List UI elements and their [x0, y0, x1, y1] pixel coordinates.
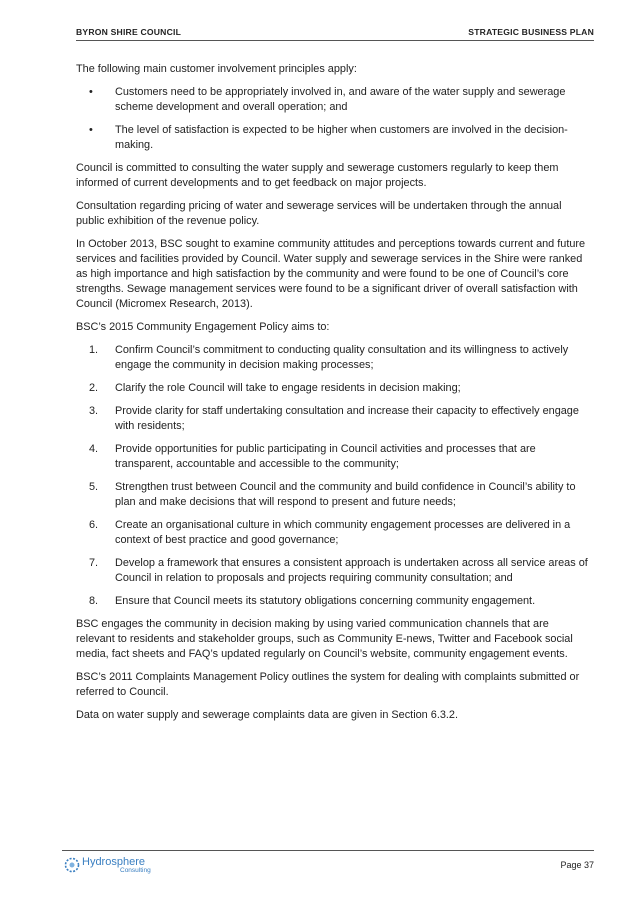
page-number: Page 37 [560, 860, 594, 870]
numbered-list [76, 343, 590, 609]
numbered-item: 1. Confirm Council’s commitment to conducting quality consultation and its willingness to actively engage the community in decision making processes; [89, 344, 569, 371]
logo-globe-icon [64, 857, 80, 873]
paragraph: BSC’s 2015 Community Engagement Policy aims to: [76, 321, 330, 333]
numbered-text: Provide opportunities for public participating in Council activities and processes that are transparent, accountable and accessible to the community; [115, 443, 536, 470]
numbered-item: 8. Ensure that Council meets its statutory obligations concerning community engagement. [89, 595, 536, 607]
paragraph: Consultation regarding pricing of water and sewerage services will be undertaken through the annual public exhibition of the revenue policy. [76, 200, 562, 227]
page-body [76, 62, 590, 731]
numbered-item: 4. Provide opportunities for public participating in Council activities and processes that are transparent, accountable and accessible to the community; [89, 443, 536, 470]
numbered-item: 2. Clarify the role Council will take to engage residents in decision making; [89, 382, 461, 394]
numbered-text: Strengthen trust between Council and the community and build confidence in Council’s ability to plan and make decisions that will respond to present and future needs; [115, 481, 576, 508]
numbered-text: Confirm Council’s commitment to conducting quality consultation and its willingness to actively engage the community in decision making processes; [115, 344, 569, 371]
bullet-list [76, 85, 590, 153]
paragraph: Data on water supply and sewerage complaints data are given in Section 6.3.2. [76, 709, 459, 721]
numbered-item: 3. Provide clarity for staff undertaking consultation and increase their capacity to effectively engage with residents; [89, 405, 579, 432]
bullet-icon: • [89, 86, 93, 98]
numbered-item: 5. Strengthen trust between Council and the community and build confidence in Council’s ability to plan and make decisions that will respond to present and future needs; [89, 481, 576, 508]
bullet-item [76, 85, 590, 115]
bullet-text: The level of satisfaction is expected to be higher when customers are involved in the decision-making. [115, 124, 568, 151]
numbered-item: 7. Develop a framework that ensures a consistent approach is undertaken across all service areas of Council in relation to proposals and projects requiring community consultation; and [89, 557, 588, 584]
header-organisation: BYRON SHIRE COUNCIL [76, 27, 182, 37]
paragraph: The following main customer involvement principles apply: [76, 63, 357, 75]
bullet-item [76, 123, 590, 153]
numbered-text: Provide clarity for staff undertaking consultation and increase their capacity to effectively engage with residents; [115, 405, 579, 432]
numbered-item: 6. Create an organisational culture in which community engagement processes are delivered in a context of best practice and good governance; [89, 519, 571, 546]
paragraph: BSC’s 2011 Complaints Management Policy outlines the system for dealing with complaints submitted or referred to Council. [76, 671, 580, 698]
numbered-text: Clarify the role Council will take to engage residents in decision making; [115, 382, 461, 394]
paragraph: Council is committed to consulting the water supply and sewerage customers regularly to keep them informed of current developments and to get feedback on major projects. [76, 162, 559, 189]
footer-divider [62, 850, 594, 851]
bullet-text: Customers need to be appropriately involved in, and aware of the water supply and sewerage scheme development and overall operation; and [115, 86, 566, 113]
logo-subtitle: Consulting [120, 867, 151, 874]
header-divider [76, 40, 594, 41]
page-header [76, 27, 594, 41]
numbered-text: Create an organisational culture in which community engagement processes are delivered in a context of best practice and good governance; [115, 519, 571, 546]
logo-wordmark: Hydrosphere [82, 856, 145, 868]
header-document-title: STRATEGIC BUSINESS PLAN [468, 27, 594, 37]
paragraph: BSC engages the community in decision making by using varied communication channels that are relevant to residents and stakeholder groups, such as Community E-news, Twitter and Facebook social media, fact sheets and FAQ’s updated regularly on Council’s website, community engagement events. [76, 618, 573, 660]
paragraph: In October 2013, BSC sought to examine community attitudes and perceptions towards current and future services and facilities provided by Council. Water supply and sewerage services in the Shire were ranked as high importance and high satisfaction by the community and were found to be one of Council’s core strengths. Sewage management services were found to be a significant driver of overall satisfaction with Council (Micromex Research, 2013). [76, 238, 586, 310]
numbered-text: Ensure that Council meets its statutory obligations concerning community engagement. [115, 595, 536, 607]
hydrosphere-logo [64, 856, 174, 876]
bullet-icon: • [89, 124, 93, 136]
numbered-text: Develop a framework that ensures a consistent approach is undertaken across all service areas of Council in relation to proposals and projects requiring community consultation; and [115, 557, 588, 584]
